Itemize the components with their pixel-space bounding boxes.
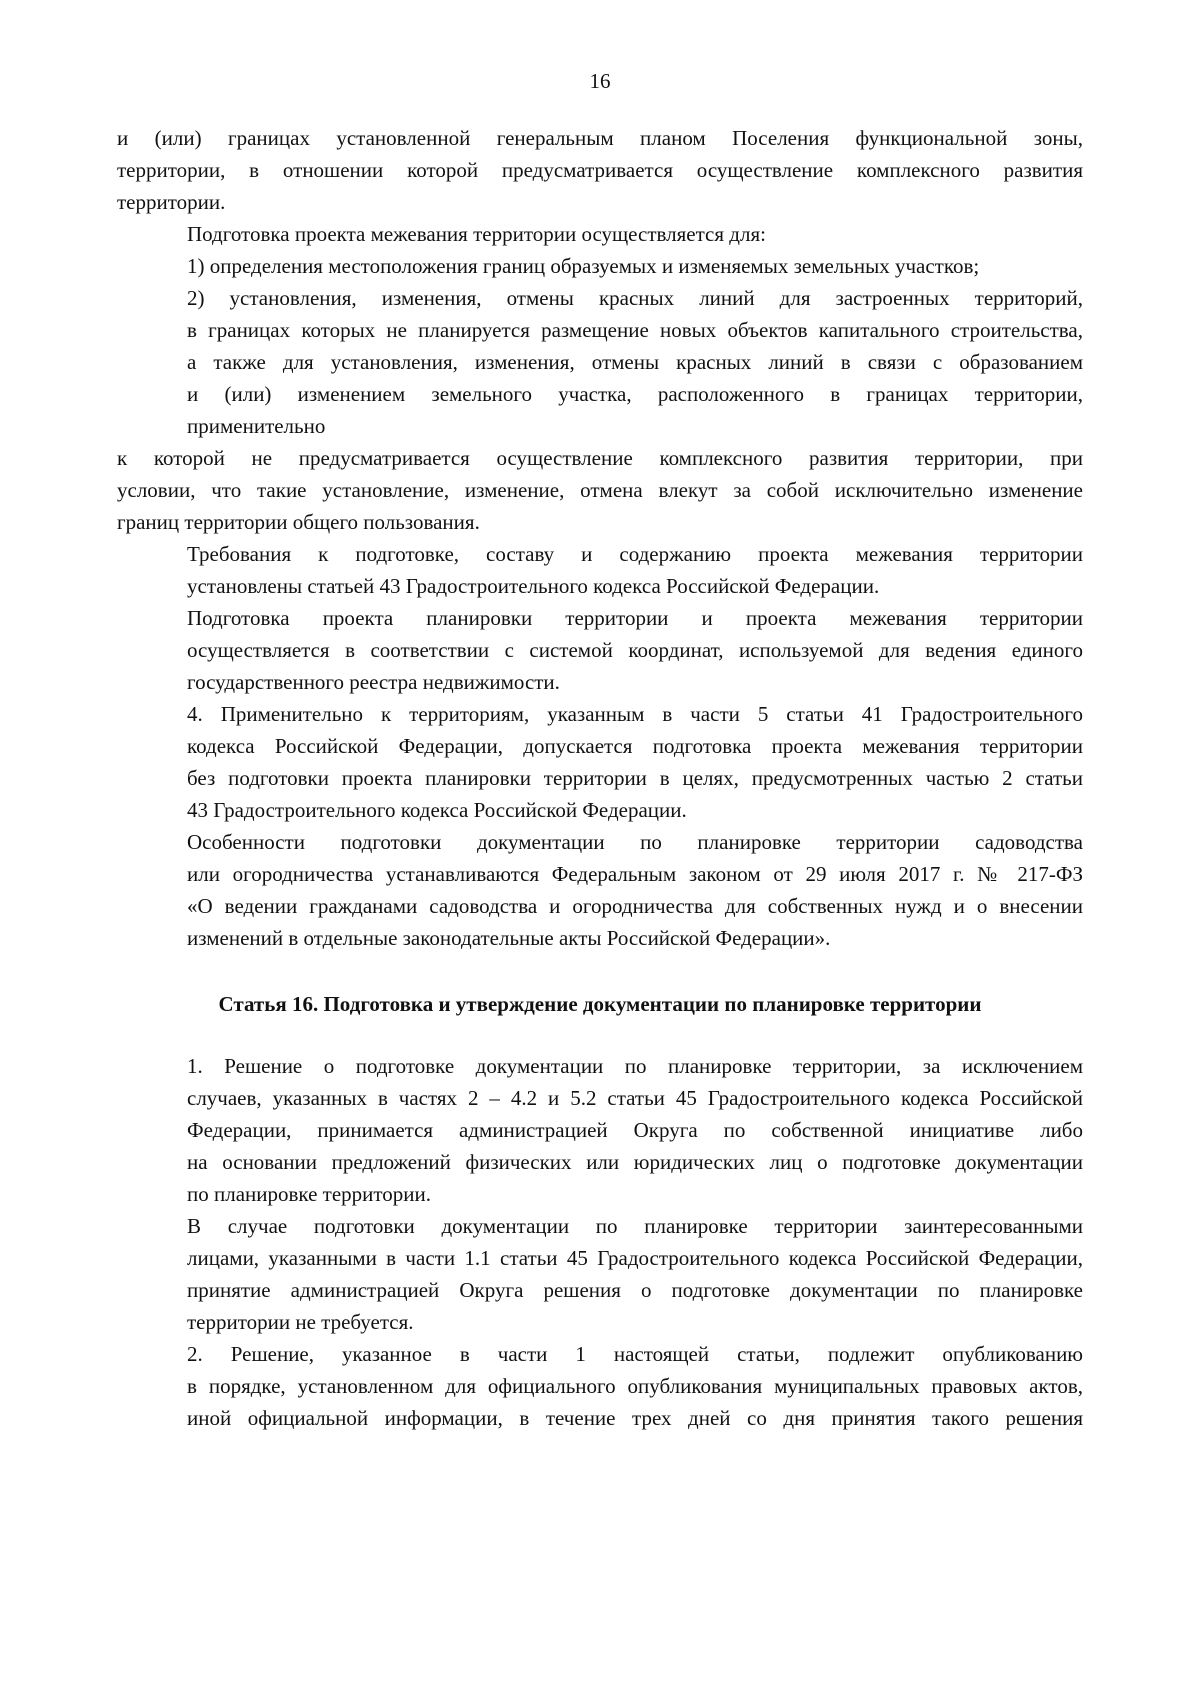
text-line: В случае подготовки документации по планировке территории заинтересованными: [187, 1214, 1083, 1238]
text-line: «О ведении гражданами садоводства и огородничества для собственных нужд и о внесении: [187, 894, 1083, 918]
paragraph: [117, 1338, 1083, 1434]
text-line: лицами, указанными в части 1.1 статьи 45 Градостроительного кодекса Российской Федерации,: [187, 1246, 1083, 1270]
document-body: [117, 122, 1083, 1434]
text-line: условии, что такие установление, изменение, отмена влекут за собой исключительно изменение: [117, 478, 1083, 502]
text-line: случаев, указанных в частях 2 – 4.2 и 5.2 статьи 45 Градостроительного кодекса Российской: [187, 1086, 1083, 1110]
text-line: 2. Решение, указанное в части 1 настоящей статьи, подлежит опубликованию: [187, 1342, 1083, 1366]
text-line: и (или) границах установленной генеральным планом Поселения функциональной зоны,: [117, 126, 1083, 150]
paragraph: [117, 826, 1083, 954]
paragraph: [117, 602, 1083, 698]
page-number: 16: [589, 69, 611, 93]
text-line: без подготовки проекта планировки территории в целях, предусмотренных частью 2 статьи: [187, 766, 1083, 790]
text-line: и (или) изменением земельного участка, расположенного в границах территории,: [187, 382, 1083, 406]
text-line: Особенности подготовки документации по планировке территории садоводства: [187, 830, 1083, 854]
text-line: установлены статьей 43 Градостроительного кодекса Российской Федерации.: [187, 574, 880, 598]
paragraph: [117, 122, 1083, 218]
text-line: территории.: [117, 190, 226, 214]
text-line: изменений в отдельные законодательные акты Российской Федерации».: [187, 926, 831, 950]
paragraph: [117, 282, 1083, 442]
paragraphs-before-heading: [117, 122, 1083, 954]
text-line: а также для установления, изменения, отмены красных линий в связи с образованием: [187, 350, 1083, 374]
text-line: на основании предложений физических или юридических лиц о подготовке документации: [187, 1150, 1083, 1174]
paragraph: [117, 698, 1083, 826]
paragraph: [117, 218, 1083, 250]
paragraph: [117, 1050, 1083, 1210]
text-line: 1) определения местоположения границ образуемых и изменяемых земельных участков;: [187, 254, 980, 278]
text-line: 4. Применительно к территориям, указанным в части 5 статьи 41 Градостроительного: [187, 702, 1083, 726]
text-line: иной официальной информации, в течение трех дней со дня принятия такого решения: [187, 1406, 1083, 1430]
article-heading: Статья 16. Подготовка и утверждение документации по планировке территории: [218, 992, 982, 1016]
text-line: кодекса Российской Федерации, допускается подготовка проекта межевания территории: [187, 734, 1083, 758]
paragraph: [117, 1210, 1083, 1338]
text-line: Требования к подготовке, составу и содержанию проекта межевания территории: [187, 542, 1083, 566]
paragraph: [117, 250, 1083, 282]
text-line: 2) установления, изменения, отмены красных линий для застроенных территорий,: [187, 286, 1083, 310]
paragraphs-after-heading: [117, 1050, 1083, 1434]
text-line: к которой не предусматривается осуществление комплексного развития территории, при: [117, 446, 1083, 470]
text-line: 1. Решение о подготовке документации по планировке территории, за исключением: [187, 1054, 1083, 1078]
text-line: Федерации, принимается администрацией Округа по собственной инициативе либо: [187, 1118, 1083, 1142]
text-line: осуществляется в соответствии с системой координат, используемой для ведения единого: [187, 638, 1083, 662]
paragraph: [117, 538, 1083, 602]
text-line: 43 Градостроительного кодекса Российской Федерации.: [187, 798, 687, 822]
text-line: Подготовка проекта планировки территории и проекта межевания территории: [187, 606, 1083, 630]
text-line: или огородничества устанавливаются Федеральным законом от 29 июля 2017 г. № 217-ФЗ: [187, 862, 1083, 886]
text-line: в границах которых не планируется размещение новых объектов капитального строительства,: [187, 318, 1083, 342]
text-line: Подготовка проекта межевания территории осуществляется для:: [187, 222, 766, 246]
text-line: принятие администрацией Округа решения о подготовке документации по планировке: [187, 1278, 1083, 1302]
paragraph: [117, 442, 1083, 538]
text-line: государственного реестра недвижимости.: [187, 670, 560, 694]
text-line: территории не требуется.: [187, 1310, 414, 1334]
text-line: по планировке территории.: [187, 1182, 432, 1206]
text-line: территории, в отношении которой предусматривается осуществление комплексного развития: [117, 158, 1083, 182]
text-line: границ территории общего пользования.: [117, 510, 480, 534]
text-line: применительно: [187, 414, 326, 438]
text-line: в порядке, установленном для официального опубликования муниципальных правовых актов,: [187, 1374, 1083, 1398]
